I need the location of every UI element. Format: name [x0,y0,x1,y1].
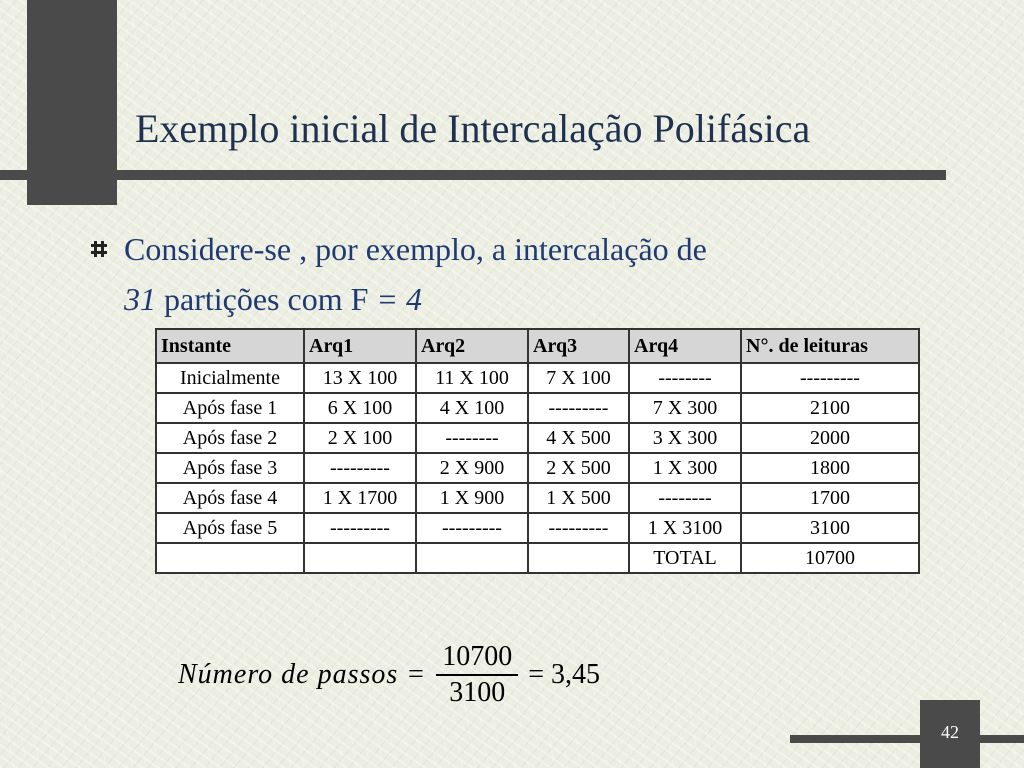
table-cell: -------- [629,363,741,393]
hash-bullet-icon [90,240,108,258]
table-cell: 1700 [741,483,919,513]
phases-table [155,328,920,574]
table-cell: Inicialmente [156,363,304,393]
body-line-2 [124,274,707,324]
table-cell [416,543,528,573]
formula-result: = 3,45 [528,659,600,690]
table-cell: 7 X 300 [629,393,741,423]
table-cell: 2100 [741,393,919,423]
header-cell: Instante [156,329,304,363]
table-cell: 1 X 1700 [304,483,416,513]
header-cell: Arq2 [416,329,528,363]
table-cell: 1800 [741,453,919,483]
table-cell: 1 X 500 [528,483,629,513]
formula-numerator: 10700 [436,640,518,676]
table-cell [156,543,304,573]
table-cell: --------- [528,393,629,423]
table-row [156,423,919,453]
table-cell: 3100 [741,513,919,543]
table-cell: --------- [741,363,919,393]
table-row [156,453,919,483]
table-cell: --------- [528,513,629,543]
page-number: 42 [941,722,959,742]
table-header-row [156,329,919,363]
table-cell: --------- [304,453,416,483]
table-cell: -------- [629,483,741,513]
f-value: = 4 [376,281,422,317]
table-cell: 4 X 500 [528,423,629,453]
table-cell: 2000 [741,423,919,453]
table-row [156,483,919,513]
table-cell: 2 X 900 [416,453,528,483]
body-line-2-text: partições com F [156,281,377,317]
table-cell: 1 X 3100 [629,513,741,543]
table-total-row [156,543,919,573]
body-line-1: Considere-se , por exemplo, a intercalação de [124,231,707,267]
table-cell: 3 X 300 [629,423,741,453]
decorative-footer-rule [790,735,1024,743]
table-cell: Após fase 3 [156,453,304,483]
table-cell: --------- [416,513,528,543]
total-label-cell: TOTAL [629,543,741,573]
table-cell: 4 X 100 [416,393,528,423]
table-cell [528,543,629,573]
header-cell: Arq1 [304,329,416,363]
table-cell: 2 X 500 [528,453,629,483]
header-cell: Arq3 [528,329,629,363]
table-cell: Após fase 1 [156,393,304,423]
table-cell: --------- [304,513,416,543]
passes-formula [178,640,600,710]
table-cell: 2 X 100 [304,423,416,453]
header-cell: N°. de leituras [741,329,919,363]
table-row [156,363,919,393]
formula-denominator: 3100 [449,677,506,708]
formula-fraction [436,640,518,710]
decorative-title-rule [0,170,946,180]
partition-count: 31 [124,281,156,317]
formula-lhs: Número de passos = [178,659,427,690]
table-cell [304,543,416,573]
table-cell: Após fase 5 [156,513,304,543]
table-cell: 11 X 100 [416,363,528,393]
table-cell: 6 X 100 [304,393,416,423]
table-cell: -------- [416,423,528,453]
table-cell: 1 X 300 [629,453,741,483]
body-text [124,224,707,324]
table-cell: Após fase 4 [156,483,304,513]
table-cell: 1 X 900 [416,483,528,513]
header-cell: Arq4 [629,329,741,363]
table-row [156,393,919,423]
table-cell: 7 X 100 [528,363,629,393]
table-row [156,513,919,543]
total-value-cell: 10700 [741,543,919,573]
table-cell: Após fase 2 [156,423,304,453]
table-cell: 13 X 100 [304,363,416,393]
slide-title: Exemplo inicial de Intercalação Polifásica [135,106,811,151]
